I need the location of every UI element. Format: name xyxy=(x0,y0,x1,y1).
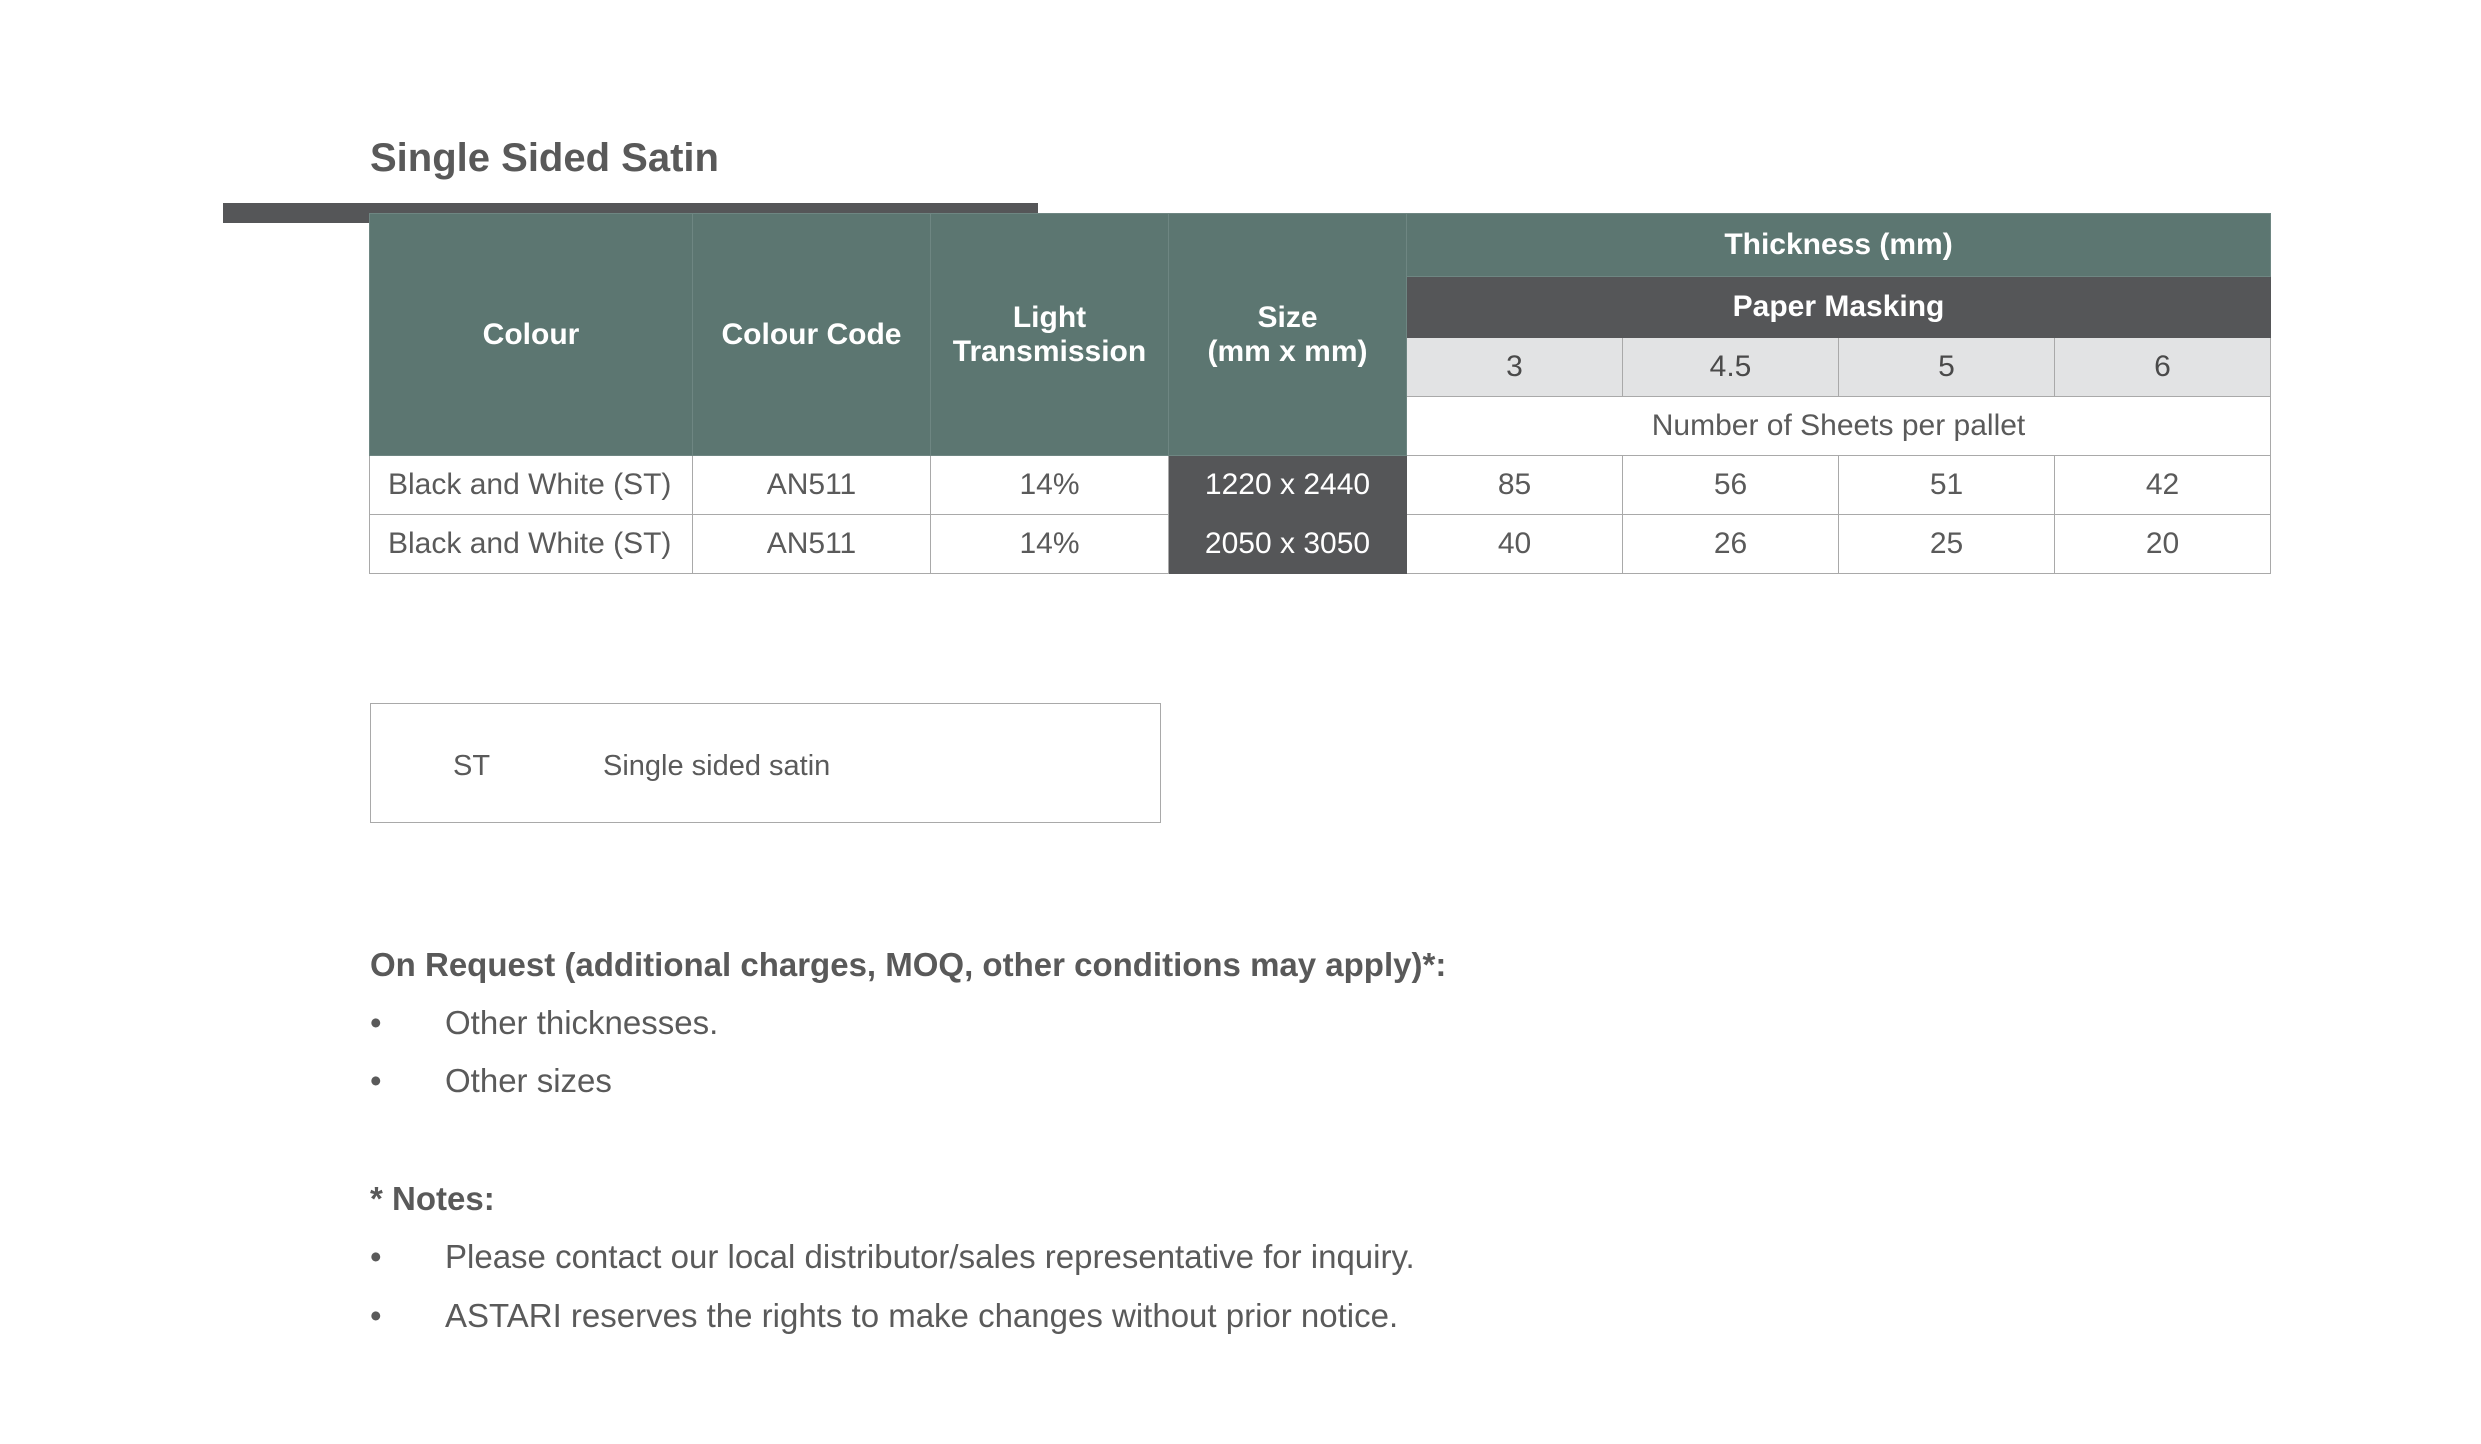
cell-sheets: 56 xyxy=(1623,456,1839,515)
legend-box xyxy=(370,703,1161,823)
legend-code: ST xyxy=(453,750,491,782)
cell-colour-code: AN511 xyxy=(693,456,931,515)
thickness-value: 6 xyxy=(2055,338,2271,397)
list-item-text: Other sizes xyxy=(445,1062,612,1099)
list-item xyxy=(370,1297,1398,1335)
on-request-heading: On Request (additional charges, MOQ, other conditions may apply)*: xyxy=(370,946,1447,983)
bullet-icon: • xyxy=(370,1062,382,1099)
header-thickness: Thickness (mm) xyxy=(1407,214,2271,277)
header-size-line2: (mm x mm) xyxy=(1207,334,1368,368)
header-light-line1: Light xyxy=(1012,300,1087,334)
notes-heading: * Notes: xyxy=(370,1180,495,1217)
table-row xyxy=(370,456,2271,515)
cell-colour-code: AN511 xyxy=(693,515,931,574)
list-item xyxy=(370,1238,1415,1276)
cell-sheets: 85 xyxy=(1407,456,1623,515)
header-size-line1: Size xyxy=(1257,300,1318,334)
cell-colour: Black and White (ST) xyxy=(370,515,693,574)
cell-sheets: 25 xyxy=(1839,515,2055,574)
thickness-value: 5 xyxy=(1839,338,2055,397)
page-title: Single Sided Satin xyxy=(370,136,719,180)
thickness-value: 4.5 xyxy=(1623,338,1839,397)
cell-colour: Black and White (ST) xyxy=(370,456,693,515)
cell-light-transmission: 14% xyxy=(931,515,1169,574)
cell-sheets: 42 xyxy=(2055,456,2271,515)
table-row xyxy=(370,515,2271,574)
bullet-icon: • xyxy=(370,1297,382,1334)
header-paper-masking: Paper Masking xyxy=(1407,277,2271,338)
cell-sheets: 40 xyxy=(1407,515,1623,574)
header-size xyxy=(1169,214,1407,456)
header-colour-code: Colour Code xyxy=(693,214,931,456)
list-item-text: ASTARI reserves the rights to make changes without prior notice. xyxy=(445,1297,1399,1334)
list-item-text: Other thicknesses. xyxy=(445,1004,719,1041)
cell-size: 2050 x 3050 xyxy=(1169,515,1407,574)
legend-description: Single sided satin xyxy=(603,750,831,782)
cell-sheets: 20 xyxy=(2055,515,2271,574)
cell-sheets: 51 xyxy=(1839,456,2055,515)
list-item xyxy=(370,1004,718,1042)
header-colour: Colour xyxy=(370,214,693,456)
list-item xyxy=(370,1062,612,1100)
sheets-per-pallet-label: Number of Sheets per pallet xyxy=(1407,397,2271,456)
list-item-text: Please contact our local distributor/sales representative for inquiry. xyxy=(445,1238,1415,1275)
header-light-transmission xyxy=(931,214,1169,456)
product-spec-table xyxy=(369,213,2271,574)
bullet-icon: • xyxy=(370,1238,382,1275)
bullet-icon: • xyxy=(370,1004,382,1041)
header-light-line2: Transmission xyxy=(952,334,1147,368)
cell-sheets: 26 xyxy=(1623,515,1839,574)
header-row-thickness xyxy=(370,214,2271,277)
thickness-value: 3 xyxy=(1407,338,1623,397)
cell-size: 1220 x 2440 xyxy=(1169,456,1407,515)
cell-light-transmission: 14% xyxy=(931,456,1169,515)
